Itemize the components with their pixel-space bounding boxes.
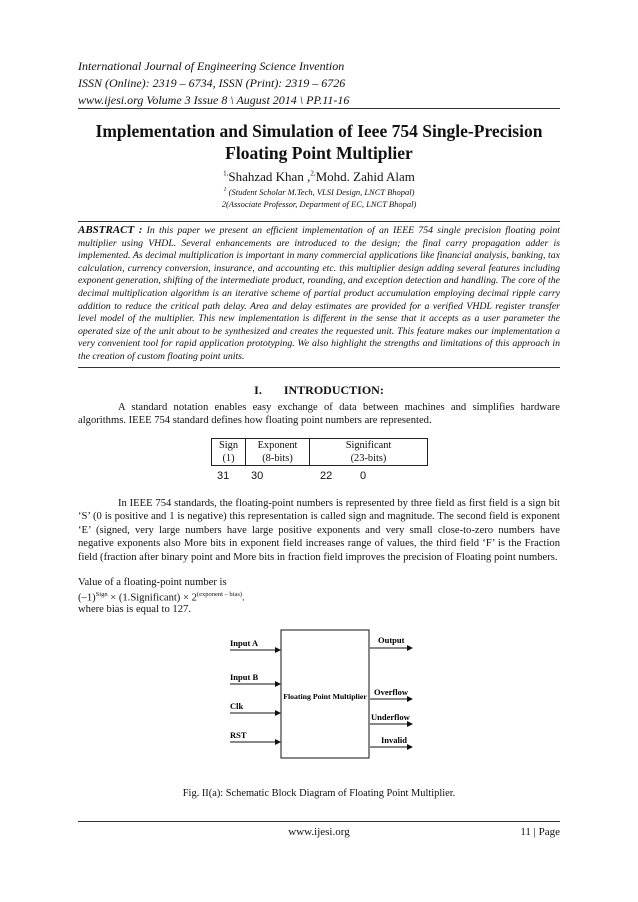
significant-label: Significant xyxy=(345,440,392,451)
intro-paragraph-1: A standard notation enables easy exchange of data between machines and simplifies hardware algorithms. IEEE 754 standard defines how floating point numbers are represented. xyxy=(78,402,560,427)
formula-mid: × (1.Significant) × 2 xyxy=(107,592,197,604)
abstract-label: ABSTRACT : xyxy=(78,224,143,236)
input-b-label: Input B xyxy=(230,672,259,682)
exponent-cell xyxy=(246,439,310,466)
header-divider xyxy=(78,108,560,109)
authors xyxy=(78,169,560,185)
bit-index-31: 31 xyxy=(217,470,230,482)
intro-paragraph-2: In IEEE 754 standards, the floating-point numbers is represented by three field as first field is a sign bit ‘S’ (0 is positive and 1 is negative) this representation is called sign and magnitude. The second field is exponent ‘E’ (signed, very large numbers have large positive exponents and very small close-to-zero numbers have negative exponents also More bits in exponent field increases range of values, the third field ‘F’ is the Fraction field (fraction after binary point and More bits in fraction field improves the precision of Floating point numbers. xyxy=(78,498,560,563)
ieee754-format-table xyxy=(211,438,428,466)
significant-size: (23-bits) xyxy=(350,453,387,464)
journal-issn: ISSN (Online): 2319 – 6734, ISSN (Print): 2319 – 6726 xyxy=(78,76,346,90)
formula-end: . xyxy=(242,592,245,604)
formula-pre: (–1) xyxy=(78,592,96,604)
sign-cell xyxy=(212,439,246,466)
bit-index-22: 22 xyxy=(320,470,333,482)
formula-sup-sign: Sign xyxy=(95,591,108,598)
journal-volume: www.ijesi.org Volume 3 Issue 8 \ August 2014 \ PP.11-16 xyxy=(78,93,350,107)
overflow-label: Overflow xyxy=(374,687,408,697)
aff1-sup: 1 xyxy=(223,187,227,194)
affiliation-1 xyxy=(78,187,560,197)
exponent-size: (8-bits) xyxy=(262,453,293,464)
journal-name: International Journal of Engineering Science Invention xyxy=(78,59,345,73)
title-line-1: Implementation and Simulation of Ieee 754 Single-Precision xyxy=(95,121,543,141)
significant-cell xyxy=(310,439,428,466)
input-a-label: Input A xyxy=(230,638,259,648)
section-title: INTRODUCTION: xyxy=(283,383,384,397)
exponent-label: Exponent xyxy=(257,440,298,451)
paper-title xyxy=(78,120,560,164)
bias-line: where bias is equal to 127. xyxy=(78,604,191,615)
rst-label: RST xyxy=(230,730,247,740)
footer-url: www.ijesi.org xyxy=(288,826,350,838)
title-line-2: Floating Point Multiplier xyxy=(225,143,413,163)
value-line: Value of a floating-point number is xyxy=(78,577,227,588)
affiliation-2: 2(Associate Professor, Department of EC, LNCT Bhopal) xyxy=(221,199,417,209)
footer-page-number: 11 | Page xyxy=(520,826,560,838)
formula-sup-exp: (exponent – bias) xyxy=(196,591,243,598)
clk-label: Clk xyxy=(230,701,244,711)
author-1: Shahzad Khan , xyxy=(228,169,311,184)
author1-sup: 1, xyxy=(223,169,229,178)
invalid-label: Invalid xyxy=(381,735,407,745)
section-number: I. xyxy=(254,383,262,397)
bit-index-30: 30 xyxy=(251,470,264,482)
abstract xyxy=(78,221,560,368)
footer-divider xyxy=(78,821,560,822)
sign-label: Sign xyxy=(218,440,239,451)
section-heading xyxy=(78,383,560,398)
block-diagram xyxy=(226,628,416,763)
aff1-text: (Student Scholar M.Tech, VLSI Design, LNCT Bhopal) xyxy=(228,187,415,197)
figure-caption: Fig. II(a): Schematic Block Diagram of Floating Point Multiplier. xyxy=(182,788,456,799)
author-2: Mohd. Zahid Alam xyxy=(315,169,415,184)
output-label: Output xyxy=(378,635,405,645)
underflow-label: Underflow xyxy=(371,712,410,722)
author2-sup: 2, xyxy=(310,169,316,178)
sign-size: (1) xyxy=(222,453,235,464)
journal-header xyxy=(78,58,558,109)
abstract-text: In this paper we present an efficient implementation of an IEEE 754 single precision floating point multiplier using VHDL. Several enhancements are introduced to the design; the final carry propagation adder is implemented. As decimal multiplication is important in many commercial applications like financial analysis, banking, tax calculation, currency conversion, insurance, and accounting etc. this multiplier design adding several features including exponent generation, shifting of the intermediate product, rounding, and exception detection and handling. The core of the decimal multiplication algorithm is an iterative scheme of partial product accumulation employing decimal ripple carry addition to reduce the critical path delay. Area and delay estimates are provided for a verified VHDL register transfer level model of the multiplier. This new implementation is different in the sense that it accepts as a user parameter the operated size of the unit about to be synthesized and creates the requested unit. This feature makes our implementation a very convenient tool for rapid application prototyping. We also highlight the strengths and limitations of this approach in the creation of custom floating point units. xyxy=(78,225,561,362)
block-label: Floating Point Multiplier xyxy=(283,692,367,701)
bit-index-0: 0 xyxy=(360,470,367,482)
